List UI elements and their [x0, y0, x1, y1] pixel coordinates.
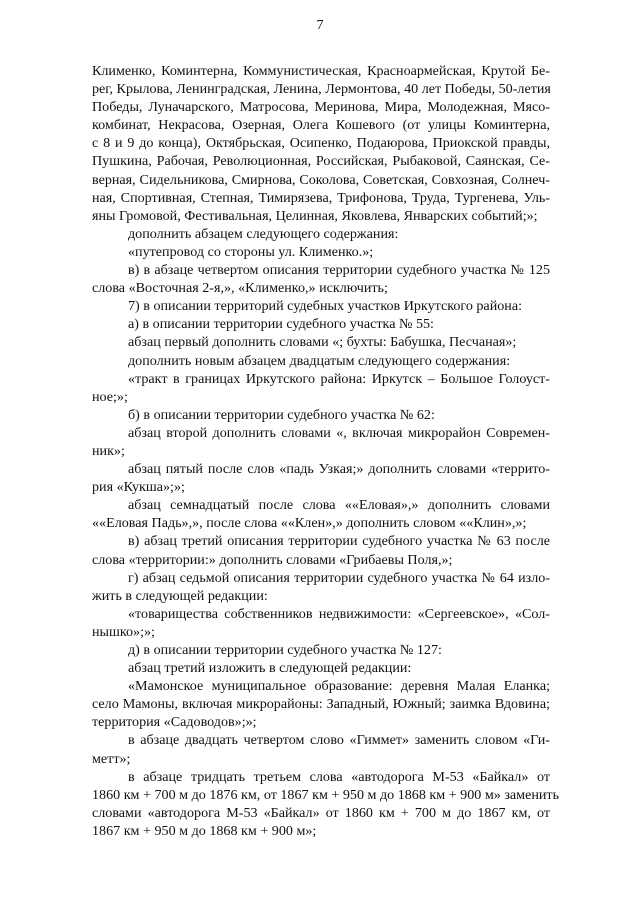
- text-line: ник»;: [92, 442, 125, 459]
- text-line: яны Громовой, Фестивальная, Целинная, Яковлева, Январских событий;»;: [92, 207, 538, 224]
- text-line: Пушкина, Рабочая, Революционная, Российская, Рыбаковой, Саянская, Се-: [92, 153, 550, 170]
- text-line: «путепровод со стороны ул. Клименко.»;: [128, 243, 374, 260]
- text-line: «товарищества собственников недвижимости: «Сергеевское», «Сол-: [128, 605, 550, 622]
- text-line: абзац первый дополнить словами «; бухты: Бабушка, Песчаная»;: [128, 334, 517, 351]
- text-line: абзац пятый после слов «падь Узкая;» дополнить словами «террито-: [128, 461, 550, 478]
- text-line: ««Еловая Падь»,», после слова ««Клен»,» дополнить словом ««Клин»,»;: [92, 515, 527, 532]
- text-line: «Мамонское муниципальное образование: деревня Малая Еланка;: [128, 678, 550, 695]
- text-line: рег, Крылова, Ленинградская, Ленина, Лермонтова, 40 лет Победы, 50-летия: [92, 81, 551, 98]
- document-body: [92, 62, 559, 840]
- text-line: нышко»;»;: [92, 623, 155, 640]
- text-line: г) абзац седьмой описания территории судебного участка № 64 изло-: [128, 569, 550, 586]
- text-line: дополнить абзацем следующего содержания:: [128, 225, 399, 242]
- text-line: в) абзац третий описания территории судебного участка № 63 после: [128, 533, 550, 550]
- text-line: 7) в описании территорий судебных участков Иркутского района:: [128, 298, 522, 315]
- text-line: 1860 км + 700 м до 1876 км, от 1867 км + 950 м до 1868 км + 900 м» заменить: [92, 786, 559, 803]
- page-number: 7: [316, 18, 324, 33]
- text-line: а) в описании территории судебного участка № 55:: [128, 316, 434, 333]
- text-line: комбинат, Некрасова, Озерная, Олега Кошевого (от улицы Коминтерна,: [92, 117, 550, 134]
- text-line: слова «территории:» дополнить словами «Грибаевы Поля,»;: [92, 551, 453, 568]
- text-line: слова «Восточная 2-я,», «Клименко,» исключить;: [92, 280, 388, 297]
- text-line: в абзаце тридцать третьем слова «автодорога М-53 «Байкал» от: [128, 768, 550, 785]
- text-line: д) в описании территории судебного участка № 127:: [128, 642, 442, 658]
- text-line: метт»;: [92, 750, 131, 767]
- text-line: рия «Кукша»;»;: [92, 479, 185, 496]
- text-line: верная, Сидельникова, Смирнова, Соколова, Советская, Совхозная, Солнеч-: [92, 171, 550, 188]
- text-line: ная, Спортивная, Степная, Тимирязева, Трифонова, Труда, Тургенева, Уль-: [92, 189, 550, 206]
- text-line: с 8 и 9 до конца), Октябрьская, Осипенко, Подаюрова, Приокской правды,: [92, 135, 550, 152]
- text-line: словами «автодорога М-53 «Байкал» от 1860 км + 700 м до 1867 км, от: [92, 804, 550, 821]
- text-line: Победы, Луначарского, Матросова, Меринова, Мира, Молодежная, Мясо-: [92, 99, 550, 116]
- text-line: село Мамоны, включая микрорайоны: Западный, Южный; заимка Вдовина;: [92, 696, 550, 713]
- text-line: абзац третий изложить в следующей редакции:: [128, 660, 412, 677]
- text-line: территория «Садоводов»;»;: [92, 714, 257, 731]
- text-line: абзац семнадцатый после слова ««Еловая»,» дополнить словами: [128, 497, 550, 514]
- text-line: абзац второй дополнить словами «, включая микрорайон Современ-: [128, 424, 550, 441]
- text-line: 1867 км + 950 м до 1868 км + 900 м»;: [92, 822, 317, 839]
- text-line: дополнить новым абзацем двадцатым следующего содержания:: [128, 352, 511, 369]
- text-line: Клименко, Коминтерна, Коммунистическая, Красноармейская, Крутой Бе-: [92, 63, 550, 79]
- text-line: в) в абзаце четвертом описания территории судебного участка № 125: [128, 262, 550, 279]
- text-line: «тракт в границах Иркутского района: Иркутск – Большое Голоуст-: [128, 370, 550, 387]
- text-line: б) в описании территории судебного участка № 62:: [128, 406, 435, 423]
- text-line: жить в следующей редакции:: [92, 587, 268, 604]
- text-line: в абзаце двадцать четвертом слово «Гиммет» заменить словом «Ги-: [128, 732, 550, 749]
- text-line: ное;»;: [92, 388, 128, 405]
